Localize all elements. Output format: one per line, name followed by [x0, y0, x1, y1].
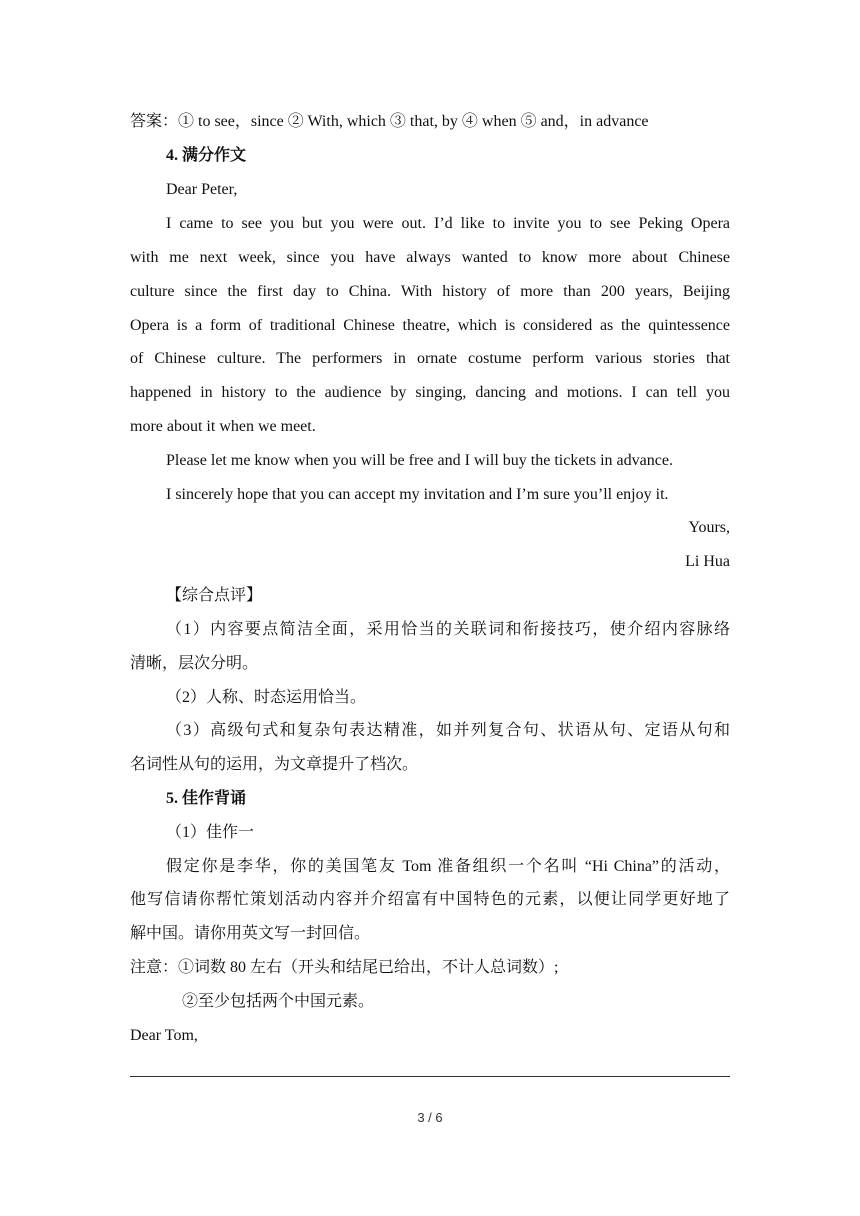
letter-line: I came to see you but you were out. I’d like to invite you to see Peking Opera [166, 215, 730, 232]
note-line: 注意：①词数 80 左右（开头和结尾已给出，不计人总词数）; [130, 959, 559, 976]
letter-salutation: Dear Peter, [166, 181, 238, 198]
note-line: ②至少包括两个中国元素。 [182, 993, 375, 1010]
letter-line: of Chinese culture. The performers in ornate costume perform various stories that [130, 350, 730, 367]
review-point-1-cont: 清晰，层次分明。 [130, 655, 259, 672]
section-5-sub: （1）佳作一 [166, 824, 255, 841]
letter-line: culture since the first day to China. With history of more than 200 years, Beijing [130, 283, 730, 300]
letter-closing: Yours, [688, 519, 730, 536]
prompt-line: 解中国。请你用英文写一封回信。 [130, 925, 371, 942]
review-heading: 【综合点评】 [166, 587, 263, 604]
page-number: 3 / 6 [417, 1110, 443, 1125]
section-4-heading: 4. 满分作文 [166, 147, 247, 164]
letter-line: happened in history to the audience by singing, dancing and motions. I can tell you [130, 384, 730, 401]
letter-paragraph: Please let me know when you will be free and I will buy the tickets in advance. [166, 452, 673, 469]
prompt-line: 他写信请你帮忙策划活动内容并介绍富有中国特色的元素，以便让同学更好地了 [130, 891, 730, 908]
letter-line: more about it when we meet. [130, 418, 316, 435]
review-point-3: （3）高级句式和复杂句表达精准，如并列复合句、状语从句、定语从句和 [166, 722, 730, 739]
letter-paragraph: I sincerely hope that you can accept my invitation and I’m sure you’ll enjoy it. [166, 486, 669, 503]
answer-rule [130, 1076, 730, 1077]
review-point-3-cont: 名词性从句的运用，为文章提升了档次。 [130, 756, 419, 773]
review-point-1: （1）内容要点简洁全面，采用恰当的关联词和衔接技巧，使介绍内容脉络 [166, 621, 730, 638]
letter-line: Opera is a form of traditional Chinese theatre, which is considered as the quintessence [130, 317, 730, 334]
review-point-2: （2）人称、时态运用恰当。 [166, 689, 367, 706]
answer-line: 答案：① to see，since ② With, which ③ that, by ④ when ⑤ and，in advance [130, 113, 649, 130]
prompt-line: 假定你是李华，你的美国笔友 Tom 准备组织一个名叫 “Hi China”的活动， [166, 858, 730, 875]
reply-salutation: Dear Tom, [130, 1027, 198, 1044]
letter-line: with me next week, since you have always wanted to know more about Chinese [130, 249, 730, 266]
letter-signature: Li Hua [685, 553, 730, 570]
section-5-heading: 5. 佳作背诵 [166, 790, 247, 807]
